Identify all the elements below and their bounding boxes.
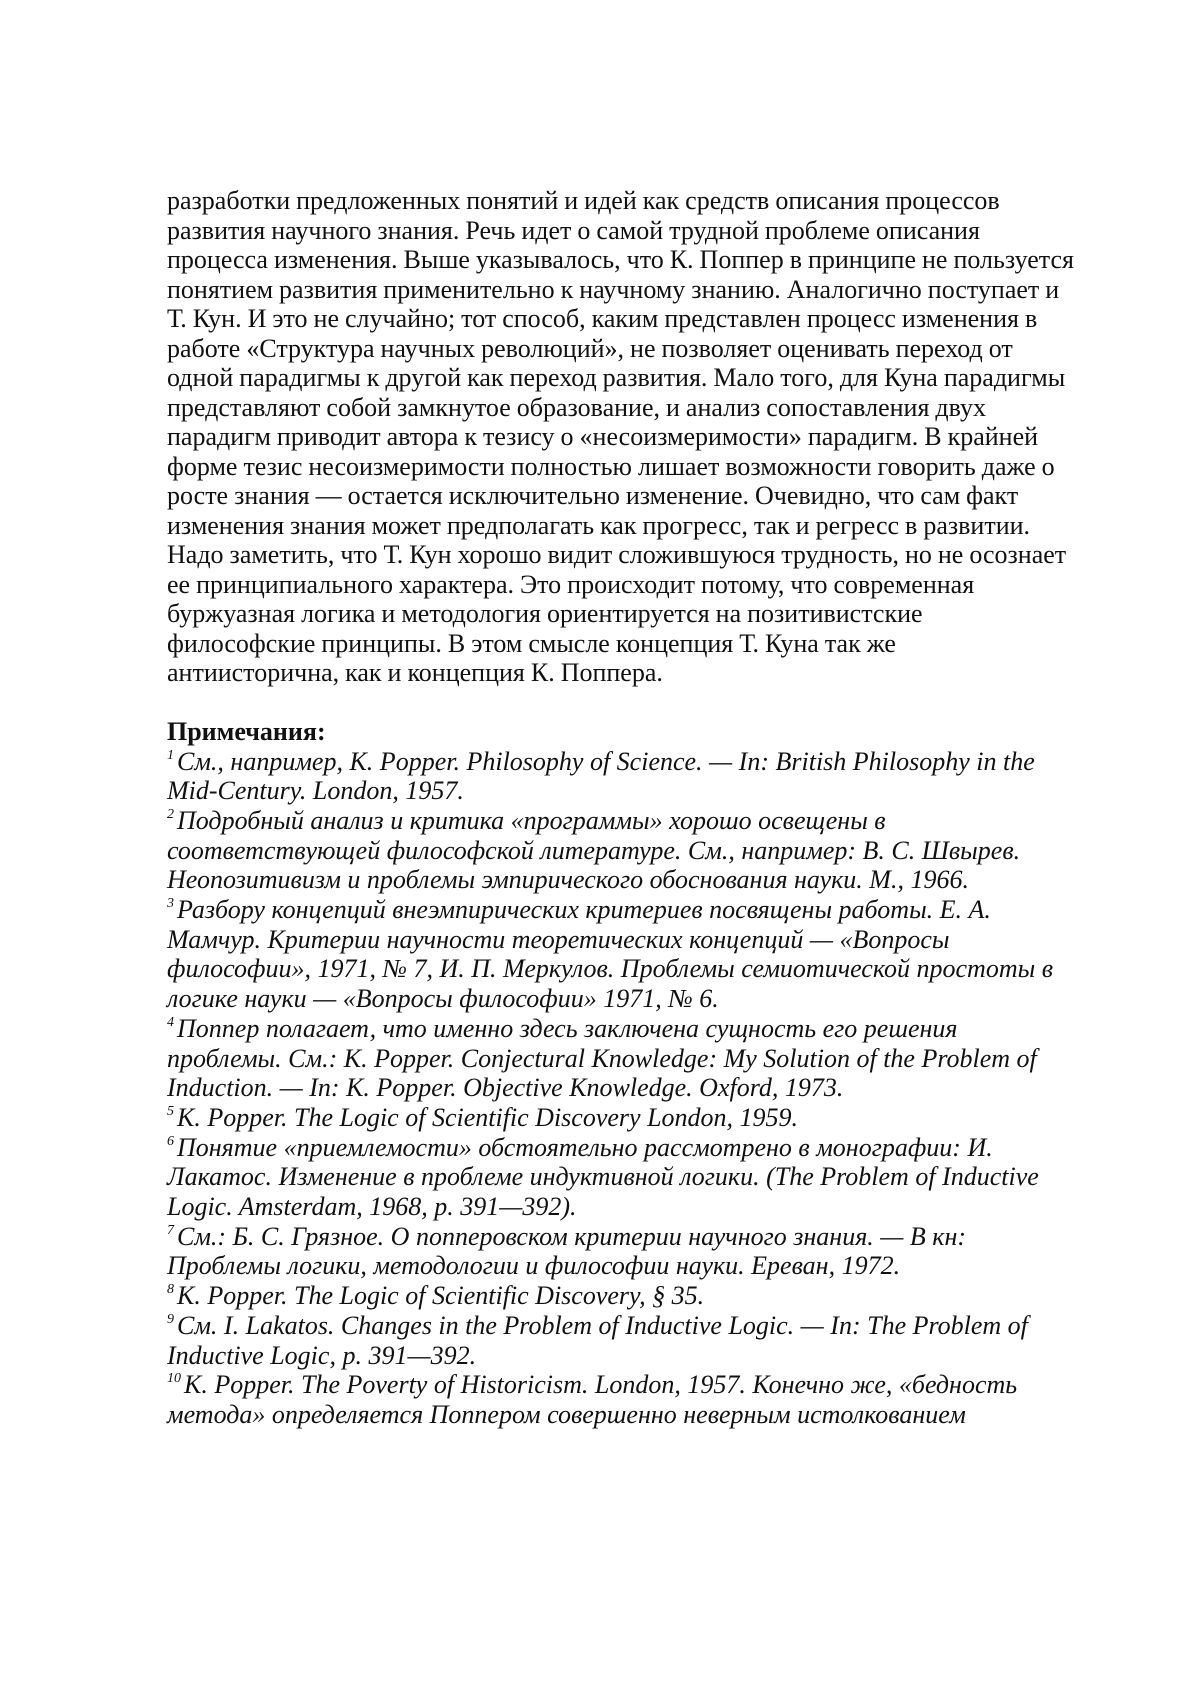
body-line: одной парадигмы к другой как переход развития. Мало того, для Куна парадигмы — [167, 363, 1066, 392]
body-line: изменения знания может предполагать как прогресс, так и регресс в развитии. — [167, 510, 1031, 540]
footnote-text: Поппер полагает, что именно здесь заключена сущность его решения — [177, 1013, 958, 1043]
notes-heading: Примечания: — [167, 716, 326, 746]
body-line: понятием развития применительно к научному знанию. Аналогично поступает и — [167, 274, 1060, 304]
footnote-text: философии», 1971, № 7, И. П. Меркулов. Проблемы семиотической простоты в — [167, 954, 1054, 984]
footnote-line — [167, 1400, 1135, 1430]
footnote-item — [167, 806, 1135, 895]
footnote-text: См.: Б. С. Грязное. О попперовском критерии научного знания. — В кн: — [177, 1221, 967, 1251]
body-line: разработки предложенных понятий и идей как средств описания процессов — [167, 186, 1000, 215]
footnote-text: Mid-Century. London, 1957. — [167, 776, 464, 806]
footnote-item — [167, 747, 1135, 806]
body-line: парадигм приводит автора к тезису о «несоизмеримости» парадигм. В крайней — [167, 422, 1039, 451]
footnote-text: Лакатос. Изменение в проблеме индуктивной логики. (The Problem of Inductive — [167, 1162, 1039, 1192]
body-line: ее принципиального характера. Это происходит потому, что современная — [167, 569, 975, 599]
footnote-text: метода» определяется Поппером совершенно неверным истолкованием — [167, 1399, 966, 1429]
footnote-number: 9 — [167, 1311, 174, 1327]
footnote-line — [167, 1311, 1135, 1341]
footnote-item — [167, 1103, 1135, 1133]
footnote-text: Неопозитивизм и проблемы эмпирического обоснования науки. М., 1966. — [167, 865, 969, 895]
footnote-text: Мамчур. Критерии научности теоретических концепций — «Вопросы — [167, 924, 950, 954]
footnote-text: Подробный анализ и критика «программы» хорошо освещены в — [177, 805, 886, 835]
footnote-text: K. Popper. The Logic of Scientific Discovery, § 35. — [177, 1281, 705, 1311]
footnote-line — [167, 1192, 1135, 1222]
footnote-item — [167, 1311, 1135, 1370]
body-line: Т. Кун. И это не случайно; тот способ, каким представлен процесс изменения в — [167, 304, 1038, 333]
footnote-line — [167, 1103, 1135, 1133]
body-line: росте знания — остается исключительно изменение. Очевидно, что сам факт — [167, 481, 1019, 510]
body-line: Надо заметить, что Т. Кун хорошо видит сложившуюся трудность, но не осознает — [167, 540, 1067, 569]
document-page — [167, 186, 1135, 1430]
footnote-text: проблемы. См.: K. Popper. Conjectural Knowledge: My Solution of the Problem of — [167, 1043, 1037, 1073]
footnote-text: Logic. Amsterdam, 1968, p. 391—392). — [167, 1192, 577, 1222]
footnote-number: 10 — [167, 1371, 181, 1387]
footnote-number: 7 — [167, 1222, 174, 1238]
body-line: форме тезис несоизмеримости полностью лишает возможности говорить даже о — [167, 451, 1055, 481]
footnote-item — [167, 1281, 1135, 1311]
footnote-item — [167, 1370, 1135, 1429]
footnote-line — [167, 1341, 1135, 1371]
footnote-text: Разбору концепций внеэмпирических критериев посвящены работы. Е. А. — [177, 895, 991, 925]
footnote-number: 5 — [167, 1103, 174, 1119]
footnote-text: K. Popper. The Poverty of Historicism. London, 1957. Конечно же, «бедность — [184, 1370, 1018, 1400]
body-line: представляют собой замкнутое образование, и анализ сопоставления двух — [167, 392, 987, 422]
footnote-line — [167, 1044, 1135, 1074]
footnote-text: K. Popper. The Logic of Scientific Discovery London, 1959. — [177, 1102, 799, 1132]
footnote-text: соответствующей философской литературе. См., например: В. С. Швырев. — [167, 835, 1021, 865]
footnote-number: 6 — [167, 1133, 174, 1149]
footnote-text: Понятие «приемлемости» обстоятельно рассмотрено в монографии: И. — [177, 1132, 993, 1162]
footnote-line — [167, 1133, 1135, 1163]
footnote-number: 2 — [167, 806, 174, 822]
footnote-item — [167, 895, 1135, 1014]
notes-list — [167, 747, 1135, 1430]
footnote-number: 4 — [167, 1014, 174, 1030]
body-line: антиисторична, как и концепция К. Поппера. — [167, 658, 663, 687]
footnote-line — [167, 954, 1135, 984]
footnote-number: 1 — [167, 747, 174, 763]
body-paragraph — [167, 186, 1135, 688]
footnote-line — [167, 1281, 1135, 1311]
footnote-text: См. I. Lakatos. Changes in the Problem of Inductive Logic. — In: The Problem of — [177, 1310, 1028, 1340]
footnote-item — [167, 1014, 1135, 1103]
footnote-text: Проблемы логики, методологии и философии науки. Ереван, 1972. — [167, 1251, 901, 1281]
footnote-line — [167, 1162, 1135, 1192]
body-line: философские принципы. В этом смысле концепция Т. Куна так же — [167, 628, 896, 658]
footnote-text: логике науки — «Вопросы философии» 1971, № 6. — [167, 984, 719, 1014]
body-line: развития научного знания. Речь идет о самой трудной проблеме описания — [167, 215, 980, 245]
footnote-item — [167, 1222, 1135, 1281]
footnote-line — [167, 895, 1135, 925]
footnote-line — [167, 806, 1135, 836]
footnote-line — [167, 836, 1135, 866]
footnote-line — [167, 1014, 1135, 1044]
footnote-text: См., например, K. Popper. Philosophy of Science. — In: British Philosophy in the — [177, 746, 1035, 776]
body-line: буржуазная логика и методология ориентируется на позитивистские — [167, 599, 923, 628]
footnote-number: 8 — [167, 1282, 174, 1298]
footnote-line — [167, 984, 1135, 1014]
footnote-line — [167, 925, 1135, 955]
footnote-line — [167, 1370, 1135, 1400]
footnote-text: Induction. — In: K. Popper. Objective Knowledge. Oxford, 1973. — [167, 1073, 844, 1103]
body-line: работе «Структура научных революций», не позволяет оценивать переход от — [167, 333, 1013, 363]
footnote-line — [167, 1222, 1135, 1252]
footnote-line — [167, 1073, 1135, 1103]
footnote-line — [167, 865, 1135, 895]
footnote-text: Inductive Logic, p. 391—392. — [167, 1340, 477, 1370]
footnote-line — [167, 747, 1135, 777]
body-line: процесса изменения. Выше указывалось, что К. Поппер в принципе не пользуется — [167, 245, 1074, 274]
footnote-item — [167, 1133, 1135, 1222]
footnote-line — [167, 1251, 1135, 1281]
footnote-number: 3 — [167, 896, 174, 912]
footnote-line — [167, 776, 1135, 806]
